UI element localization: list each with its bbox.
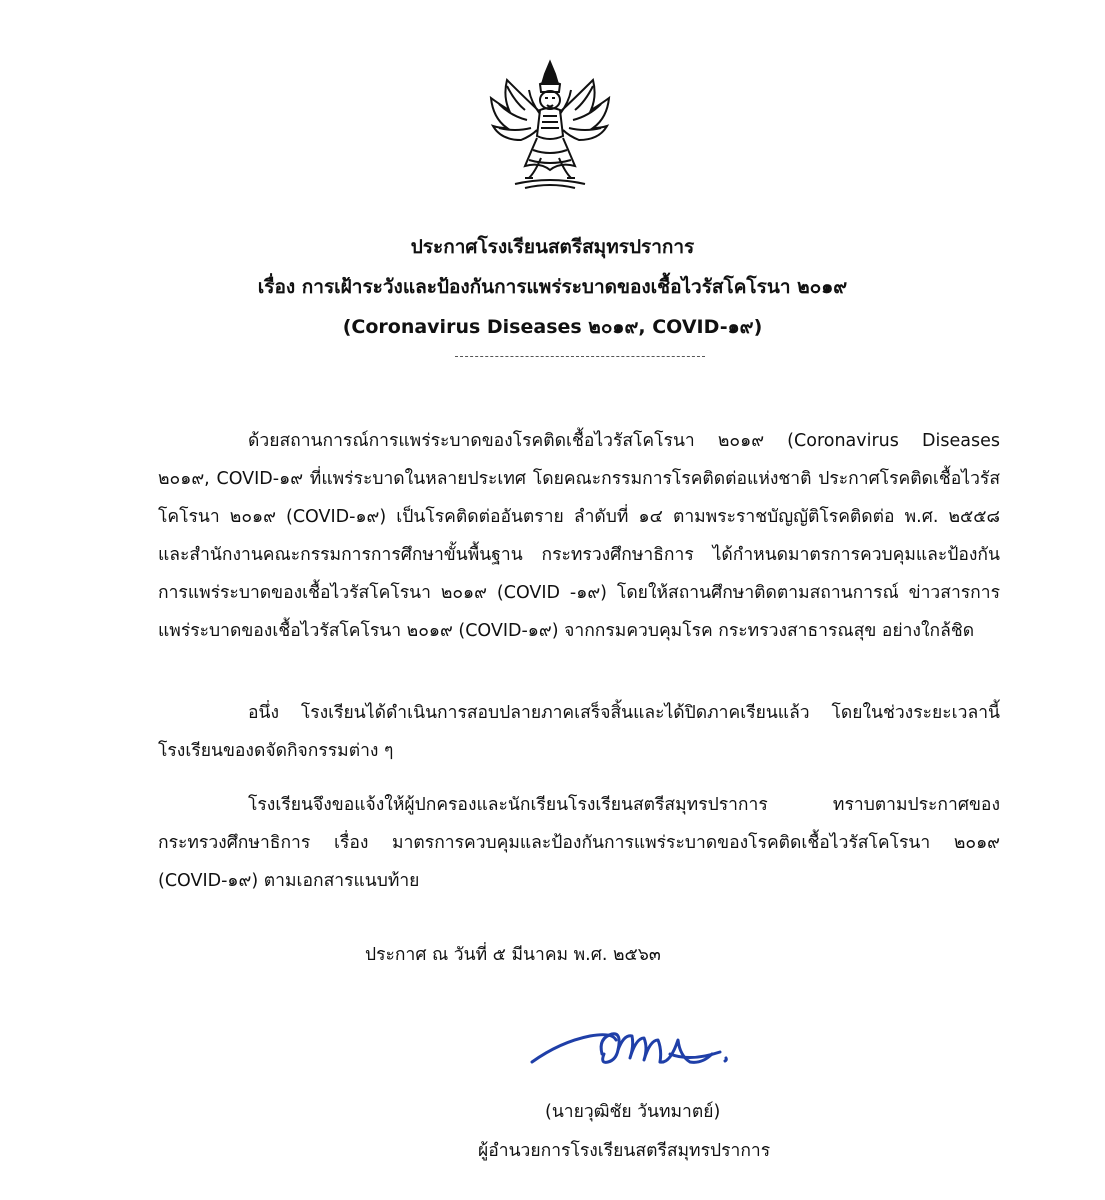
- announcement-subject: เรื่อง การเฝ้าระวังและป้องกันการแพร่ระบาดของเชื้อไวรัสโคโรนา ๒๐๑๙: [257, 276, 848, 298]
- garuda-emblem-icon: [485, 58, 615, 192]
- announcement-issuer: ประกาศโรงเรียนสตรีสมุทรปราการ: [410, 236, 695, 258]
- handwritten-signature-icon: [520, 1010, 735, 1088]
- header-divider: [455, 356, 705, 357]
- body-paragraph-3: โรงเรียนจึงขอแจ้งให้ผู้ปกครองและนักเรียนโรงเรียนสตรีสมุทรปราการ ทราบตามประกาศของกระทรวงศึกษาธิการ เรื่อง มาตรการควบคุมและป้องกันการแพร่ระบาดของโรคติดเชื้อไวรัสโคโรนา ๒๐๑๙ (COVID-๑๙) ตามเอกสารแนบท้าย: [158, 795, 1000, 891]
- signer-name: (นายวุฒิชัย วันทมาตย์): [545, 1102, 721, 1122]
- signer-title: ผู้อำนวยการโรงเรียนสตรีสมุทรปราการ: [478, 1141, 771, 1161]
- body-paragraph-2: อนึ่ง โรงเรียนได้ดำเนินการสอบปลายภาคเสร็จสิ้นและได้ปิดภาคเรียนแล้ว โดยในช่วงระยะเวลานี้ โรงเรียนของดจัดกิจกรรมต่าง ๆ: [158, 703, 1000, 761]
- announcement-date: ประกาศ ณ วันที่ ๕ มีนาคม พ.ศ. ๒๕๖๓: [365, 945, 661, 965]
- announcement-subject-english: (Coronavirus Diseases ๒๐๑๙, COVID-๑๙): [342, 316, 763, 338]
- body-paragraph-1: ด้วยสถานการณ์การแพร่ระบาดของโรคติดเชื้อไวรัสโคโรนา ๒๐๑๙ (Coronavirus Diseases ๒๐๑๙, COVID-๑๙ ที่แพร่ระบาดในหลายประเทศ โดยคณะกรรมการโรคติดต่อแห่งชาติ ประกาศโรคติดเชื้อไวรัสโคโรนา ๒๐๑๙ (COVID-๑๙) เป็นโรคติดต่ออันตราย ลำดับที่ ๑๔ ตามพระราชบัญญัติโรคติดต่อ พ.ศ. ๒๕๕๘ และสำนักงานคณะกรรมการการศึกษาขั้นพื้นฐาน กระทรวงศึกษาธิการ ได้กำหนดมาตรการควบคุมและป้องกันการแพร่ระบาดของเชื้อไวรัสโคโรนา ๒๐๑๙ (COVID -๑๙) โดยให้สถานศึกษาติดตามสถานการณ์ ข่าวสารการแพร่ระบาดของเชื้อไวรัสโคโรนา ๒๐๑๙ (COVID-๑๙) จากกรมควบคุมโรค กระทรวงสาธารณสุข อย่างใกล้ชิด: [158, 431, 1000, 641]
